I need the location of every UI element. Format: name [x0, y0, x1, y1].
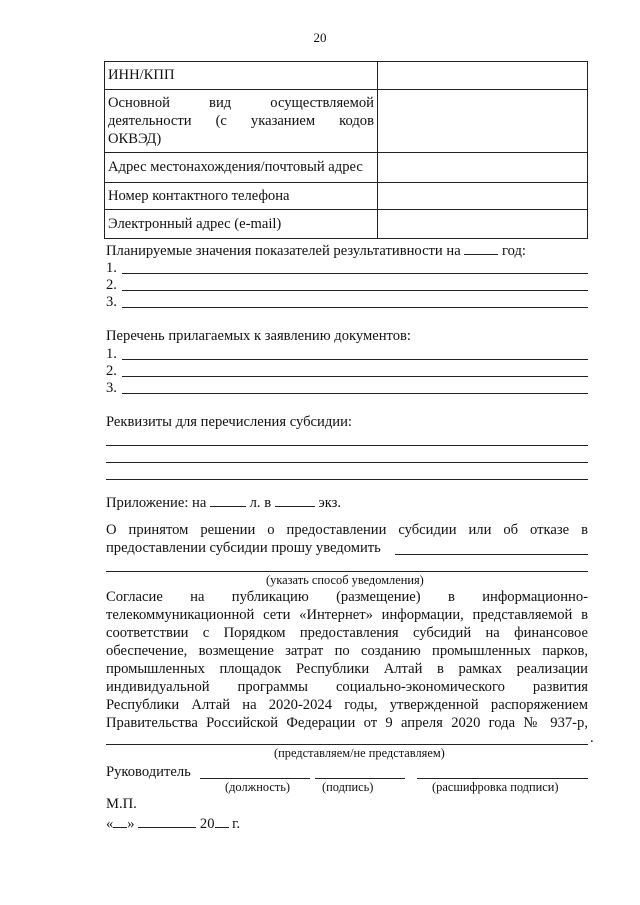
inn-kpp-label: ИНН/КПП	[105, 62, 378, 90]
table-row	[105, 62, 588, 90]
document-number-2: 2.	[106, 363, 117, 379]
date-month-blank[interactable]	[138, 815, 196, 828]
document-number-1: 1.	[106, 346, 117, 362]
indicator-line-3[interactable]	[122, 307, 588, 308]
signature-caption: (подпись)	[322, 780, 374, 794]
consent-choice-line[interactable]	[106, 744, 588, 745]
table-row	[105, 90, 588, 153]
activity-label-line-3: ОКВЭД)	[108, 131, 162, 147]
position-caption: (должность)	[225, 780, 291, 794]
signature-line[interactable]	[315, 778, 405, 779]
phone-value-cell[interactable]	[378, 183, 588, 210]
indicator-line-1[interactable]	[122, 273, 588, 274]
consent-line-1: Согласие на публикацию (размещение) в информационно-	[106, 589, 588, 605]
attachment-line: Приложение: на л. в экз.	[106, 495, 342, 511]
position-line[interactable]	[200, 778, 310, 779]
notify-caption: (указать способ уведомления)	[266, 573, 424, 587]
consent-end-mark: .	[590, 730, 594, 746]
applicant-info-table	[104, 61, 588, 239]
consent-line-5: промышленных площадок Республики Алтай в рамках реализации	[106, 661, 588, 677]
decoding-line[interactable]	[417, 778, 588, 779]
table-row	[105, 153, 588, 183]
phone-label: Номер контактного телефона	[105, 183, 378, 210]
date-year-blank[interactable]	[215, 815, 229, 828]
decoding-caption: (расшифровка подписи)	[432, 780, 559, 794]
head-label: Руководитель	[106, 764, 191, 780]
requisites-line-3[interactable]	[106, 479, 588, 480]
address-label: Адрес местонахождения/почтовый адрес	[105, 153, 378, 183]
consent-line-6: индивидуальной программы социально-экономического развития	[106, 679, 588, 695]
requisites-line-2[interactable]	[106, 462, 588, 463]
consent-line-2: телекоммуникационной сети «Интернет» информации, представляемой в	[106, 607, 588, 623]
consent-line-3: соответствии с Порядком предоставления субсидий на финансовое	[106, 625, 588, 641]
email-value-cell[interactable]	[378, 210, 588, 239]
consent-caption: (представляем/не представляем)	[274, 746, 445, 760]
indicator-number-1: 1.	[106, 260, 117, 276]
indicator-number-3: 3.	[106, 294, 117, 310]
document-number-3: 3.	[106, 380, 117, 396]
address-value-cell[interactable]	[378, 153, 588, 183]
requisites-line-1[interactable]	[106, 445, 588, 446]
page-number: 20	[313, 30, 327, 45]
activity-label	[105, 90, 378, 153]
planned-indicators-heading: Планируемые значения показателей результативности на год:	[106, 243, 526, 259]
consent-line-4: обеспечение, возмещение затрат по созданию промышленных парков,	[106, 643, 588, 659]
table-row	[105, 183, 588, 210]
indicator-line-2[interactable]	[122, 290, 588, 291]
documents-heading: Перечень прилагаемых к заявлению документов:	[106, 328, 411, 344]
activity-label-line-2: деятельности (с указанием кодов	[108, 113, 374, 129]
document-line-3[interactable]	[122, 393, 588, 394]
email-label: Электронный адрес (e-mail)	[105, 210, 378, 239]
consent-line-8: Правительства Российской Федерации от 9 апреля 2020 года № 937-р,	[106, 715, 588, 731]
stamp-label: М.П.	[106, 796, 137, 812]
notify-method-line[interactable]	[106, 571, 588, 572]
notify-method-blank[interactable]	[395, 554, 588, 555]
document-line-2[interactable]	[122, 376, 588, 377]
attachment-copies-blank[interactable]	[275, 494, 315, 507]
document-line-1[interactable]	[122, 359, 588, 360]
notify-line-2: предоставлении субсидии прошу уведомить	[106, 540, 381, 556]
table-row	[105, 210, 588, 239]
attachment-pages-blank[interactable]	[210, 494, 246, 507]
activity-value-cell[interactable]	[378, 90, 588, 153]
notify-line-1: О принятом решении о предоставлении субсидии или об отказе в	[106, 522, 588, 538]
consent-line-7: Республики Алтай на 2020-2024 годы, утвержденной распоряжением	[106, 697, 588, 713]
activity-label-line-1: Основной вид осуществляемой	[108, 95, 374, 111]
requisites-heading: Реквизиты для перечисления субсидии:	[106, 414, 352, 430]
year-blank[interactable]	[464, 242, 498, 255]
date-line: « » 20 г.	[106, 816, 241, 832]
indicator-number-2: 2.	[106, 277, 117, 293]
date-day-blank[interactable]	[113, 815, 127, 828]
inn-kpp-value-cell[interactable]	[378, 62, 588, 90]
